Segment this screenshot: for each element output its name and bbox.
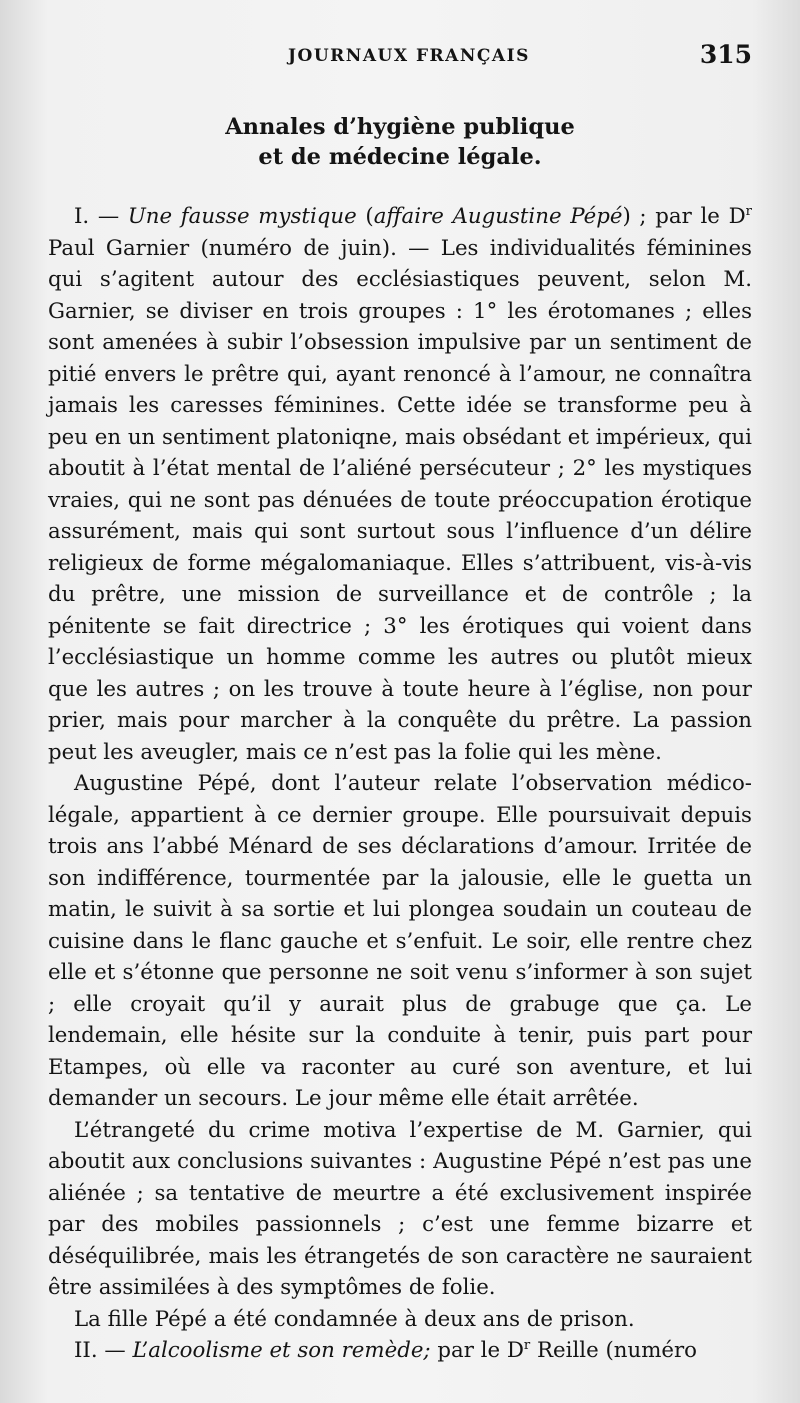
section-title-line-2: et de médecine légale. <box>258 144 542 170</box>
article-2-dr-sup: r <box>523 1338 531 1354</box>
running-header <box>0 40 800 76</box>
article-2-heading <box>48 1335 752 1367</box>
article-1-paragraph-1 <box>48 201 752 768</box>
article-1-title: Une fausse mystique <box>127 204 357 229</box>
article-1-affair: affaire Augustine Pépé <box>373 204 623 229</box>
article-body <box>48 201 752 1367</box>
article-1-byline: ) ; par le <box>622 204 720 229</box>
article-1-paragraph-3: L’étrangeté du crime motiva l’expertise de M. Garnier, qui aboutit aux conclusions suivantes : Augustine Pépé n’est pas une aliénée ; sa tentative de meurtre a été exclusivement inspirée par des mobiles passionnels ; c’est une femme bizarre et déséquilibrée, mais les étrangetés de son caractère ne sauraient être assimilées à des symptômes de folie. <box>48 1117 752 1300</box>
article-2-byline: par le <box>430 1338 507 1363</box>
article-2-title: L’alcoolisme et son remède; <box>132 1338 431 1363</box>
article-1-paren-open: ( <box>356 204 374 229</box>
page-number: 315 <box>699 40 752 69</box>
article-2-rest: Reille (numéro <box>530 1338 697 1363</box>
article-1-numeral: I. — <box>74 204 128 229</box>
section-title-line-1: Annales d’hygiène publique <box>225 114 575 140</box>
article-1-dr: D <box>728 204 746 229</box>
running-title: JOURNAUX FRANÇAIS <box>288 46 530 66</box>
article-2-numeral: II. — <box>74 1338 133 1363</box>
article-1-dr-sup: r <box>745 204 752 220</box>
article-1-paragraph-1-text: Paul Garnier (numéro de juin). — Les individualités féminines qui s’agitent autour des ecclésiastiques peuvent, selon M. Garnier, se diviser en trois groupes : 1° les érotomanes ; elles sont amenées à subir l’obsession impulsive par un sentiment de pitié envers le prêtre qui, ayant renoncé à l’amour, ne connaîtra jamais les caresses féminines. Cette idée se transforme peu à peu en un sentiment platoniqne, mais obsédant et impérieux, qui aboutit à l’état mental de l’aliéné persécuteur ; 2° les mystiques vraies, qui ne sont pas dénuées de toute préoccupation érotique assurément, mais qui sont surtout sous l’influence d’un délire religieux de forme mégalomaniaque. Elles s’attribuent, vis-à-vis du prêtre, une mission de surveillance et de contrôle ; la pénitente se fait directrice ; 3° les érotiques qui voient dans l’ecclésiastique un homme comme les autres ou plutôt mieux que les autres ; on les trouve à toute heure à l’église, non pour prier, mais pour marcher à la conquête du prêtre. La passion peut les aveugler, mais ce n’est pas la folie qui les mène. <box>48 235 752 765</box>
article-1-paragraph-4: La fille Pépé a été condamnée à deux ans de prison. <box>74 1306 635 1332</box>
section-title <box>0 112 800 172</box>
article-2-dr: D <box>506 1338 524 1363</box>
article-1-paragraph-2: Augustine Pépé, dont l’auteur relate l’observation médico-légale, appartient à ce dernier groupe. Elle poursuivait depuis trois ans l’abbé Ménard de ses déclarations d’amour. Irritée de son indifférence, tourmentée par la jalousie, elle le guetta un matin, le suivit à sa sortie et lui plongea soudain un couteau de cuisine dans le flanc gauche et s’enfuit. Le soir, elle rentre chez elle et s’étonne que personne ne soit venu s’informer à son sujet ; elle croyait qu’il y aurait plus de grabuge que ça. Le lendemain, elle hésite sur la conduite à tenir, puis part pour Etampes, où elle va raconter au curé son aventure, et lui demander un secours. Le jour même elle était arrêtée. <box>48 771 752 1111</box>
